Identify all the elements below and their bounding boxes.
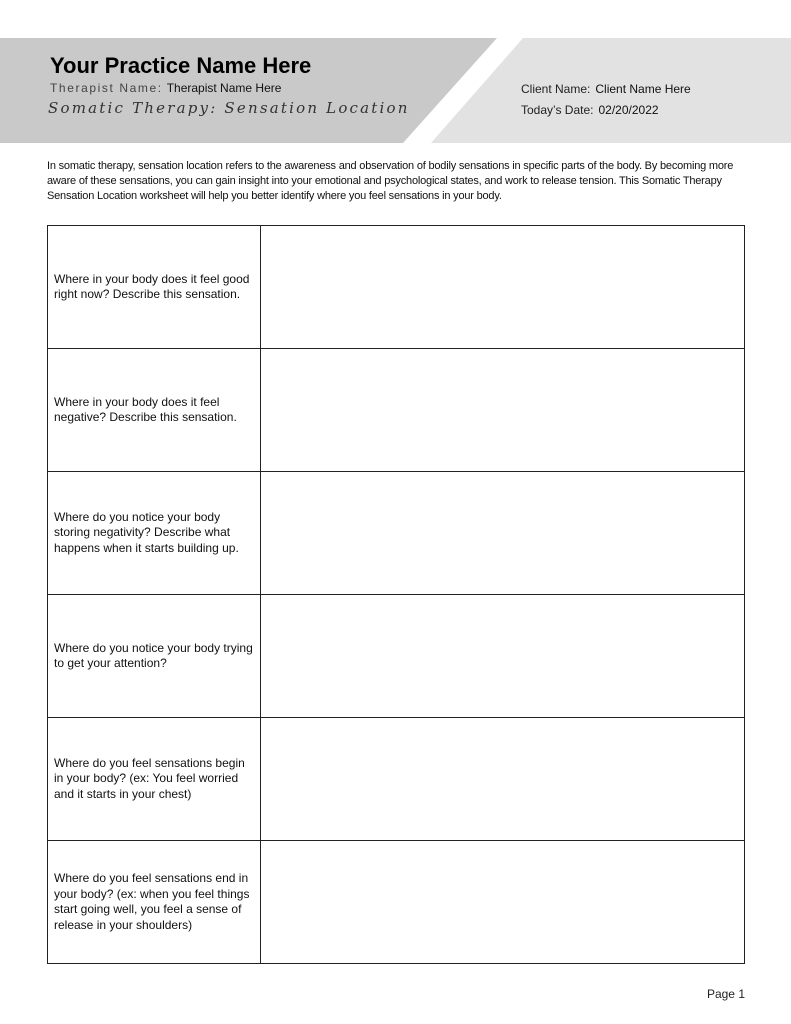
practice-name: Your Practice Name Here: [50, 53, 312, 78]
table-row: [48, 595, 745, 718]
therapist-label: Therapist Name:: [50, 81, 163, 95]
therapist-name-field[interactable]: Therapist Name Here: [166, 81, 282, 95]
page-number: Page 1: [706, 987, 745, 1001]
answer-cell[interactable]: [261, 349, 745, 472]
worksheet-title: Somatic Therapy: Sensation Location: [48, 99, 410, 117]
table-row: [48, 841, 745, 964]
question-cell: Where do you feel sensations begin in your body? (ex: You feel worried and it starts in your chest): [48, 718, 261, 841]
answer-cell[interactable]: [261, 595, 745, 718]
table-row: [48, 349, 745, 472]
table-row: [48, 718, 745, 841]
date-field[interactable]: 02/20/2022: [598, 103, 659, 117]
table-row: [48, 472, 745, 595]
table-row: [48, 226, 745, 349]
client-name-field[interactable]: Client Name Here: [595, 82, 691, 96]
question-cell: Where in your body does it feel negative? Describe this sensation.: [48, 349, 261, 472]
question-cell: Where do you notice your body trying to get your attention?: [48, 595, 261, 718]
client-line: [521, 82, 691, 96]
answer-cell[interactable]: [261, 718, 745, 841]
answer-cell[interactable]: [261, 472, 745, 595]
worksheet-table: [47, 225, 745, 964]
question-cell: Where do you feel sensations end in your body? (ex: when you feel things start going well, you feel a sense of release in your shoulders): [48, 841, 261, 964]
answer-cell[interactable]: [261, 841, 745, 964]
answer-cell[interactable]: [261, 226, 745, 349]
therapist-line: [50, 81, 281, 95]
client-label: Client Name:: [521, 82, 591, 96]
question-cell: Where in your body does it feel good right now? Describe this sensation.: [48, 226, 261, 349]
intro-paragraph: In somatic therapy, sensation location refers to the awareness and observation of bodily sensations in specific parts of the body. By becoming more aware of these sensations, you can gain insight into your emotional and psychological states, and work to release tension. This Somatic Therapy Sensation Location worksheet will help you better identify where you feel sensations in your body.: [47, 160, 734, 202]
date-label: Today’s Date:: [521, 103, 594, 117]
date-line: [521, 103, 659, 117]
question-cell: Where do you notice your body storing negativity? Describe what happens when it starts building up.: [48, 472, 261, 595]
